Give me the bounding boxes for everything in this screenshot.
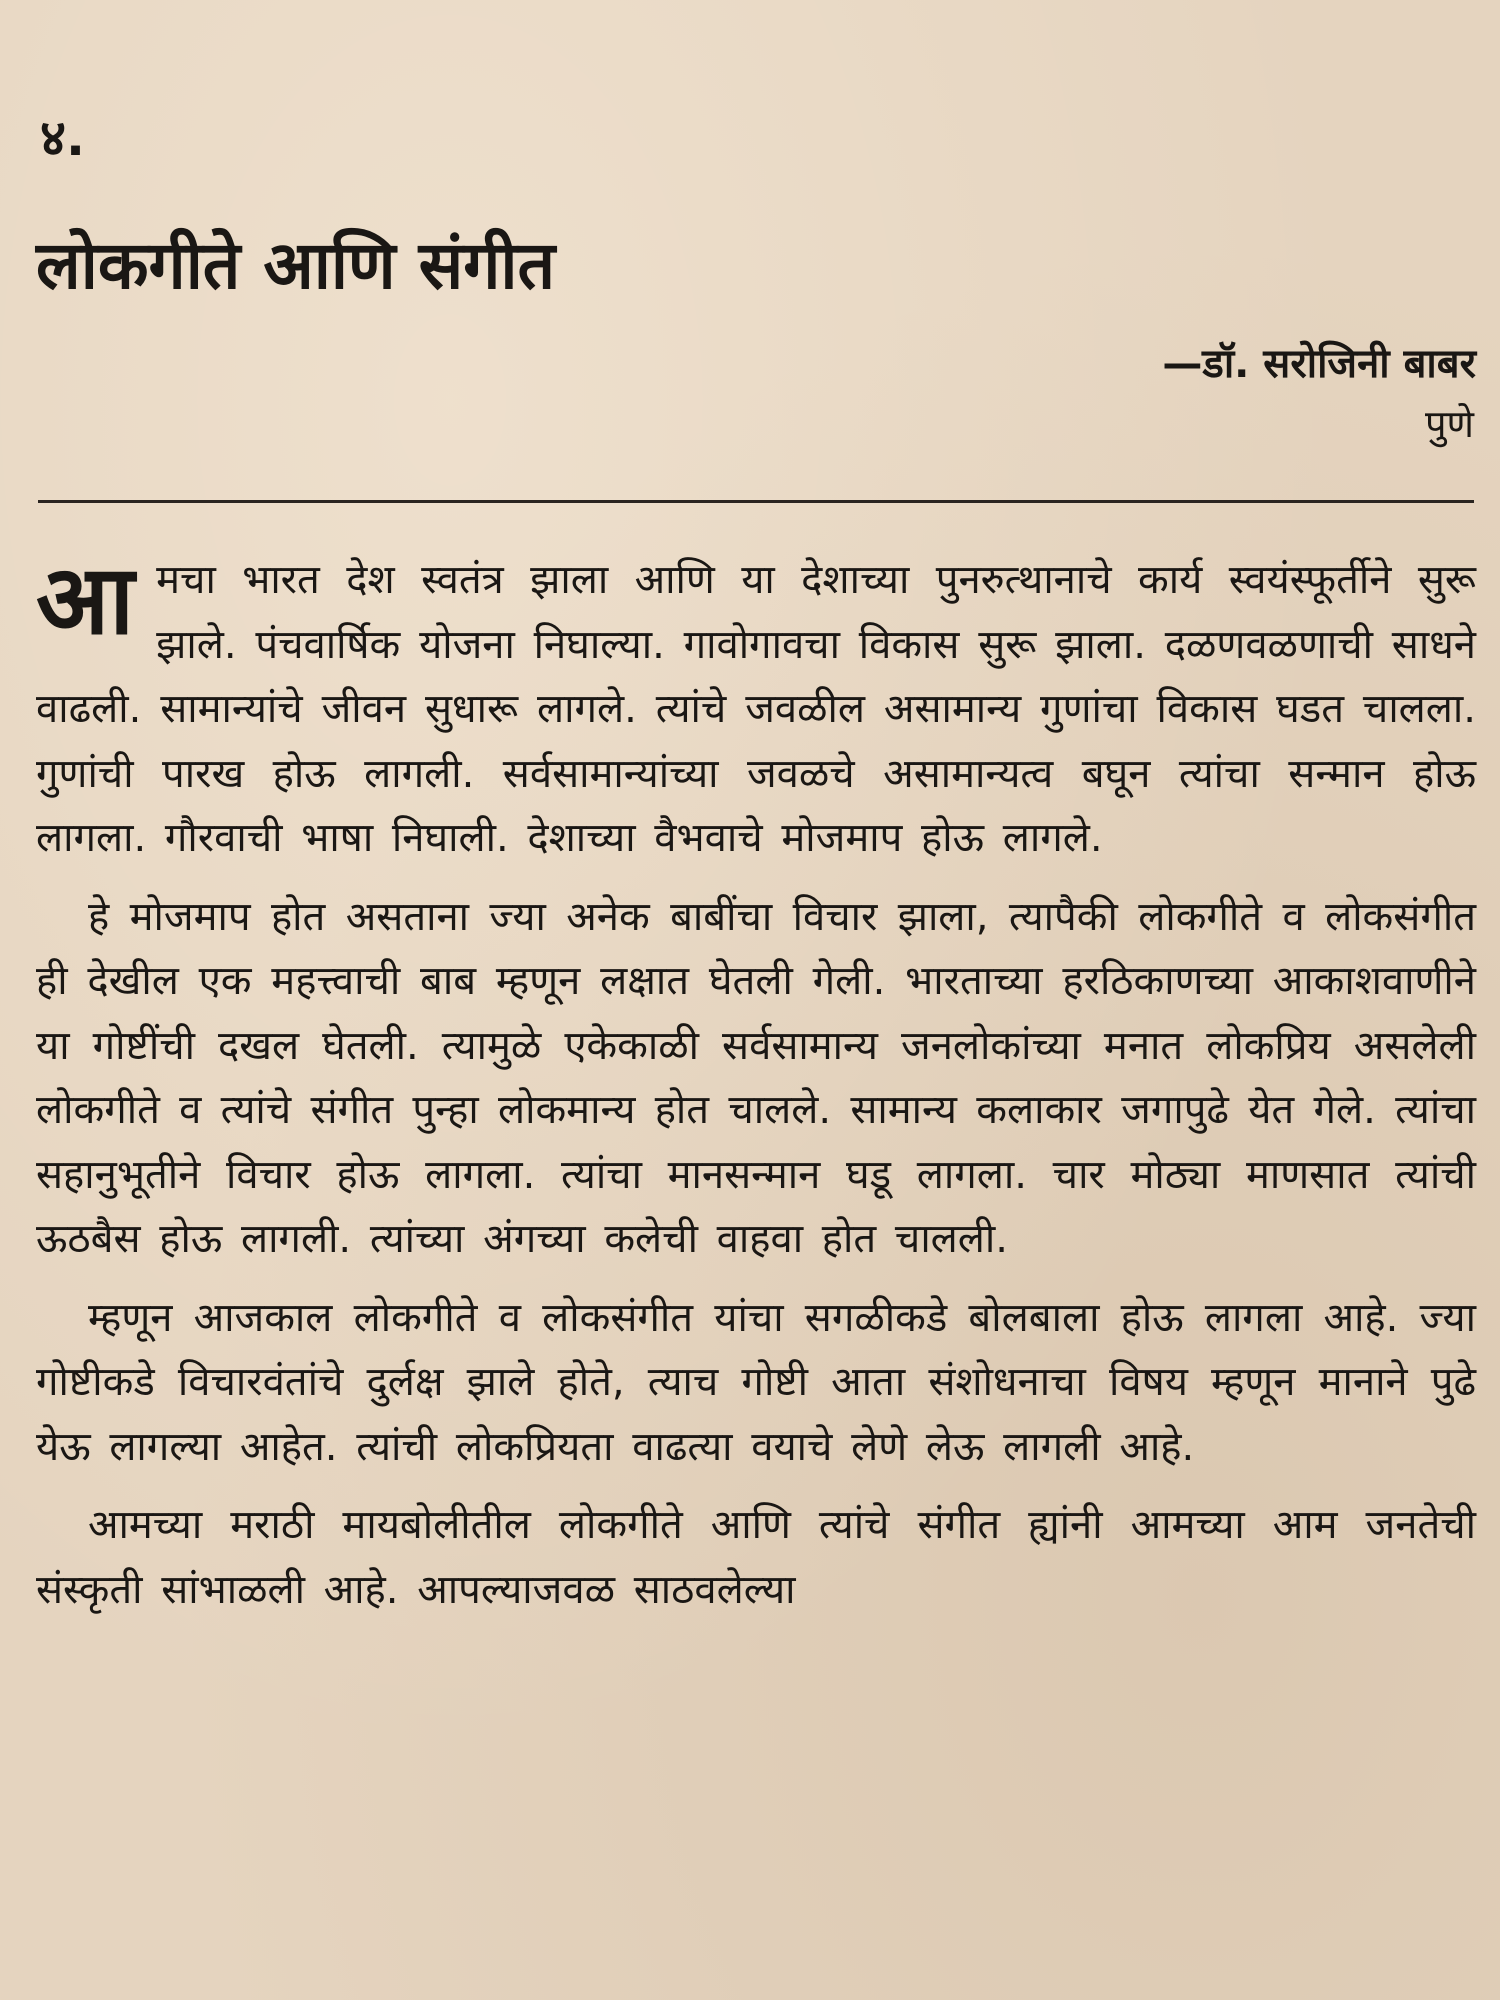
article-body — [36, 544, 1476, 1636]
drop-cap: आ — [36, 544, 135, 656]
author-name: —डॉ. सरोजिनी बाबर — [1162, 341, 1476, 387]
chapter-title: लोकगीते आणि संगीत — [36, 227, 556, 304]
paragraph-1 — [36, 544, 1476, 871]
title-divider — [38, 500, 1474, 503]
paragraph-1-text: मचा भारत देश स्वतंत्र झाला आणि या देशाच्या पुनरुत्थानाचे कार्य स्वयंस्फूर्तीने सुरू झाले. पंचवार्षिक योजना निघाल्या. गावोगावचा विकास सुरू झाला. दळणवळणाची साधने वाढली. सामान्यांचे जीवन सुधारू लागले. त्यांचे जवळील असामान्य गुणांचा विकास घडत चालला. गुणांची पारख होऊ लागली. सर्वसामान्यांच्या जवळचे असामान्यत्व बघून त्यांचा सन्मान होऊ लागला. गौरवाची भाषा निघाली. देशाच्या वैभवाचे मोजमाप होऊ लागले. — [36, 557, 1476, 861]
paragraph-3: म्हणून आजकाल लोकगीते व लोकसंगीत यांचा सगळीकडे बोलबाला होऊ लागला आहे. ज्या गोष्टीकडे विचारवंतांचे दुर्लक्ष झाले होते, त्याच गोष्टी आता संशोधनाचा विषय म्हणून मानाने पुढे येऊ लागल्या आहेत. त्यांची लोकप्रियता वाढत्या वयाचे लेणे लेऊ लागली आहे. — [36, 1294, 1476, 1470]
author-place: पुणे — [1424, 402, 1474, 446]
paragraph-4: आमच्या मराठी मायबोलीतील लोकगीते आणि त्यांचे संगीत ह्यांनी आमच्या आम जनतेची संस्कृती सांभाळली आहे. आपल्याजवळ साठवलेल्या — [36, 1502, 1476, 1613]
paragraph-2: हे मोजमाप होत असताना ज्या अनेक बाबींचा विचार झाला, त्यापैकी लोकगीते व लोकसंगीत ही देखील एक महत्त्वाची बाब म्हणून लक्षात घेतली गेली. भारताच्या हरठिकाणच्या आकाशवाणीने या गोष्टींची दखल घेतली. त्यामुळे एकेकाळी सर्वसामान्य जनलोकांच्या मनात लोकप्रिय असलेली लोकगीते व त्यांचे संगीत पुन्हा लोकमान्य होत चालले. सामान्य कलाकार जगापुढे येत गेले. त्यांचा सहानुभूतीने विचार होऊ लागला. त्यांचा मानसन्मान घडू लागला. चार मोठ्या माणसात त्यांची ऊठबैस होऊ लागली. त्यांच्या अंगच्या कलेची वाहवा होत चालली. — [36, 893, 1476, 1262]
chapter-number: ४. — [40, 109, 85, 167]
